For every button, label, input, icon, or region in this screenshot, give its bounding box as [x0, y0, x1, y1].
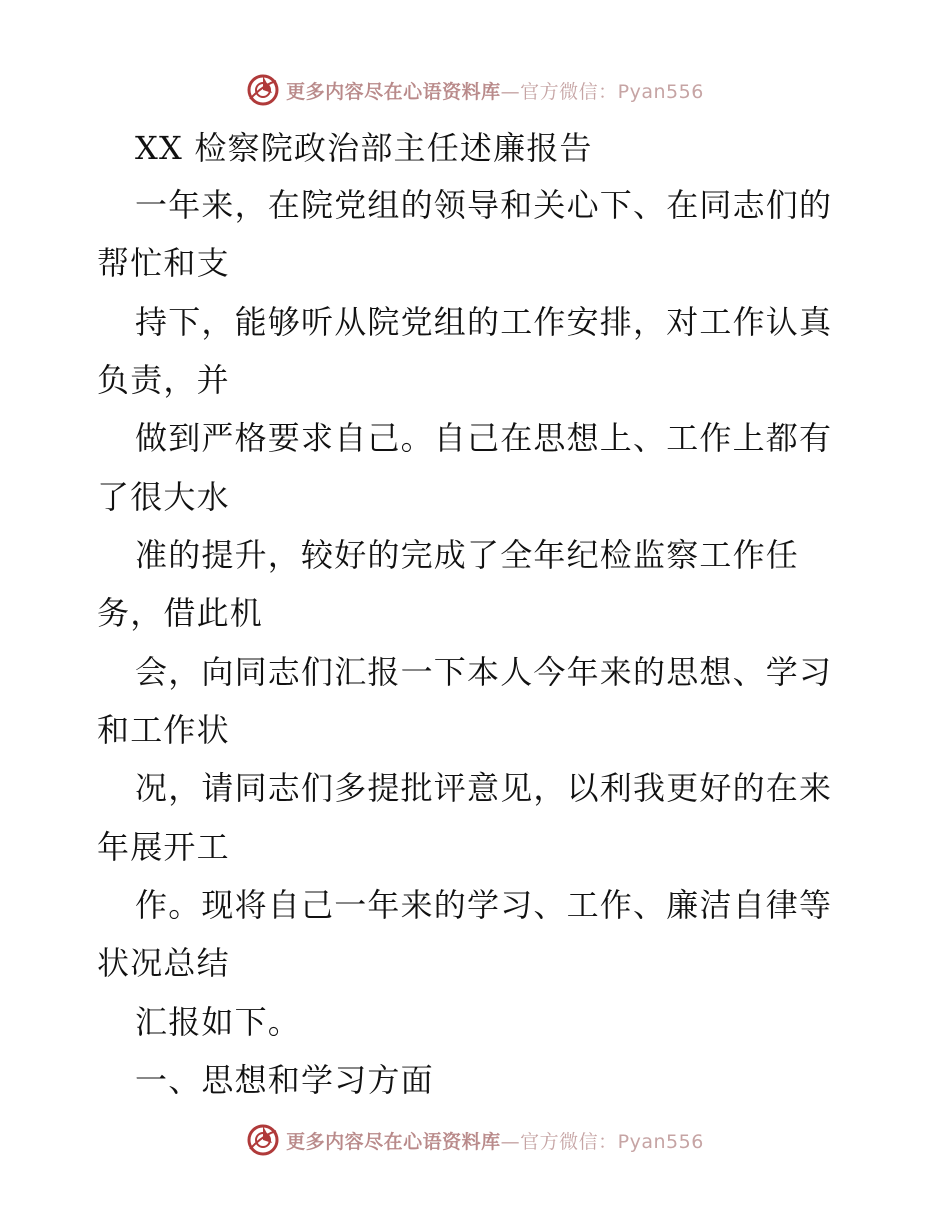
banner-separator: —	[500, 80, 521, 103]
brand-logo-icon	[246, 1123, 280, 1157]
section-heading: 一、思想和学习方面	[135, 1061, 434, 1099]
banner-site-name: 更多内容尽在心语资料库	[286, 1130, 501, 1153]
paragraph-line: 状况总结	[97, 944, 230, 982]
paragraph-line: 务，借此机	[97, 594, 264, 632]
paragraph-line: 会，向同志们汇报一下本人今年来的思想、学习	[135, 653, 833, 691]
header-banner	[0, 68, 950, 112]
paragraph-line: 年展开工	[97, 828, 230, 866]
paragraph-line: 准的提升，较好的完成了全年纪检监察工作任	[135, 536, 800, 574]
banner-text	[286, 77, 704, 104]
banner-separator: —	[500, 1130, 521, 1153]
paragraph-line: 负责，并	[97, 361, 230, 399]
brand-logo-icon	[246, 73, 280, 107]
footer-banner	[0, 1118, 950, 1162]
document-title: XX 检察院政治部主任述廉报告	[135, 129, 593, 167]
paragraph-line: 做到严格要求自己。自己在思想上、工作上都有	[135, 419, 833, 457]
paragraph-line: 持下，能够听从院党组的工作安排，对工作认真	[135, 303, 833, 341]
paragraph-line: 了很大水	[97, 478, 230, 516]
paragraph-line: 帮忙和支	[97, 244, 230, 282]
banner-site-name: 更多内容尽在心语资料库	[286, 80, 501, 103]
banner-text	[286, 1127, 704, 1154]
paragraph-line: 一年来，在院党组的领导和关心下、在同志们的	[135, 186, 833, 224]
paragraph-line: 和工作状	[97, 711, 230, 749]
paragraph-line: 况，请同志们多提批评意见，以利我更好的在来	[135, 769, 833, 807]
banner-wechat: 官方微信：Pyan556	[520, 1130, 704, 1153]
paragraph-line: 汇报如下。	[135, 1003, 302, 1041]
banner-wechat: 官方微信：Pyan556	[520, 80, 704, 103]
paragraph-line: 作。现将自己一年来的学习、工作、廉洁自律等	[135, 886, 833, 924]
